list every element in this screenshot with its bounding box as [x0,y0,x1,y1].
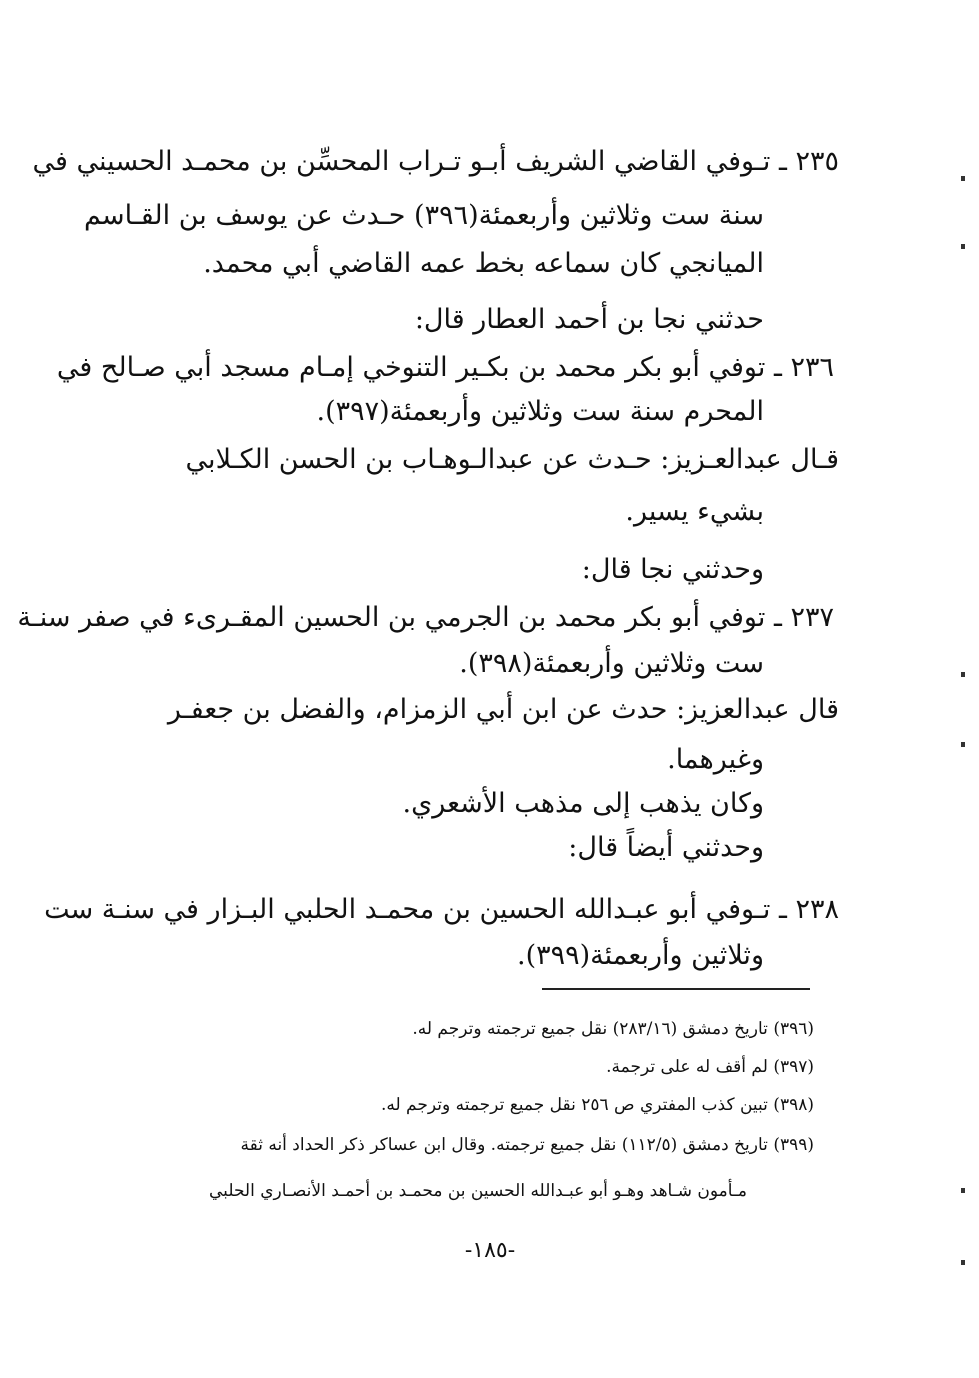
narrator-intro-236: حدثني نجا بن أحمد العطار قال: [414,304,764,335]
footnote-separator [542,988,810,990]
entry-237-line-2: ست وثلاثين وأربعمئة(٣٩٨). [459,648,764,679]
entry-235-line-3: الميانجي كان سماعه بخط عمه القاضي أبي محمد. [203,248,764,279]
scan-speck [961,1188,965,1193]
entry-237-line-3: قال عبدالعزيز: حدث عن ابن أبي الزمزام، والفضل بن جعفـر [167,694,839,725]
entry-237-line-1: ٢٣٧ ـ توفي أبو بكر محمد بن الجرمي بن الحسين المقـرىء في صفر سنـة [17,602,834,633]
scan-speck [961,244,965,249]
footnote-397: (٣٩٧) لم أقف له على ترجمة. [606,1057,814,1077]
scan-speck [961,1260,965,1265]
footnote-398: (٣٩٨) تبين كذب المفتري ص ٢٥٦ نقل جميع ترجمته وترجم له. [380,1095,814,1115]
entry-236-line-3: قـال عبدالعـزيز: حـدث عن عبدالـوهـاب بن الحسن الكـلابي [185,444,839,475]
footnote-396: (٣٩٦) تاريخ دمشق (٢٨٣/١٦) نقل جميع ترجمته وترجم له. [412,1019,814,1039]
entry-235-line-1: ٢٣٥ ـ تـوفي القاضي الشريف أبـو تـراب المحسِّن بن محمـد الحسيني في [32,146,839,177]
scan-speck [961,176,965,181]
entry-236-line-4: بشيء يسير. [625,496,764,527]
narrator-intro-237: وحدثني نجا قال: [581,554,764,585]
footnote-399-line-2: مـأمون شـاهد وهـو أبو عبـدالله الحسين بن محمـد بن أحمـد الأنصـاري الحلبي [209,1181,747,1201]
entry-236-line-1: ٢٣٦ ـ توفي أبو بكر محمد بن بكـير التنوخي إمـام مسجد أبي صـالح في [56,352,834,383]
entry-236-line-2: المحرم سنة ست وثلاثين وأربعمئة(٣٩٧). [316,396,764,427]
entry-237-line-6: وحدثني أيضاً قال: [568,832,764,863]
entry-237-line-4: وغيرهما. [667,744,764,775]
entry-235-line-2: سنة ست وثلاثين وأربعمئة(٣٩٦) حـدث عن يوسف بن القـاسم [84,200,764,231]
entry-238-line-2: وثلاثين وأربعمئة(٣٩٩). [517,940,764,971]
entry-237-line-5: وكان يذهب إلى مذهب الأشعري. [402,788,764,819]
scan-speck [961,742,965,747]
footnote-399-line-1: (٣٩٩) تاريخ دمشق (١١٢/٥) نقل جميع ترجمته. وقال ابن عساكر ذكر الحداد أنه ثقة [240,1135,814,1155]
page-number: -١٨٥- [464,1238,516,1263]
entry-238-line-1: ٢٣٨ ـ تـوفي أبو عبـدالله الحسين بن محمـد الحلبي البـزار في سنـة ست [44,894,839,925]
scan-speck [961,672,965,677]
